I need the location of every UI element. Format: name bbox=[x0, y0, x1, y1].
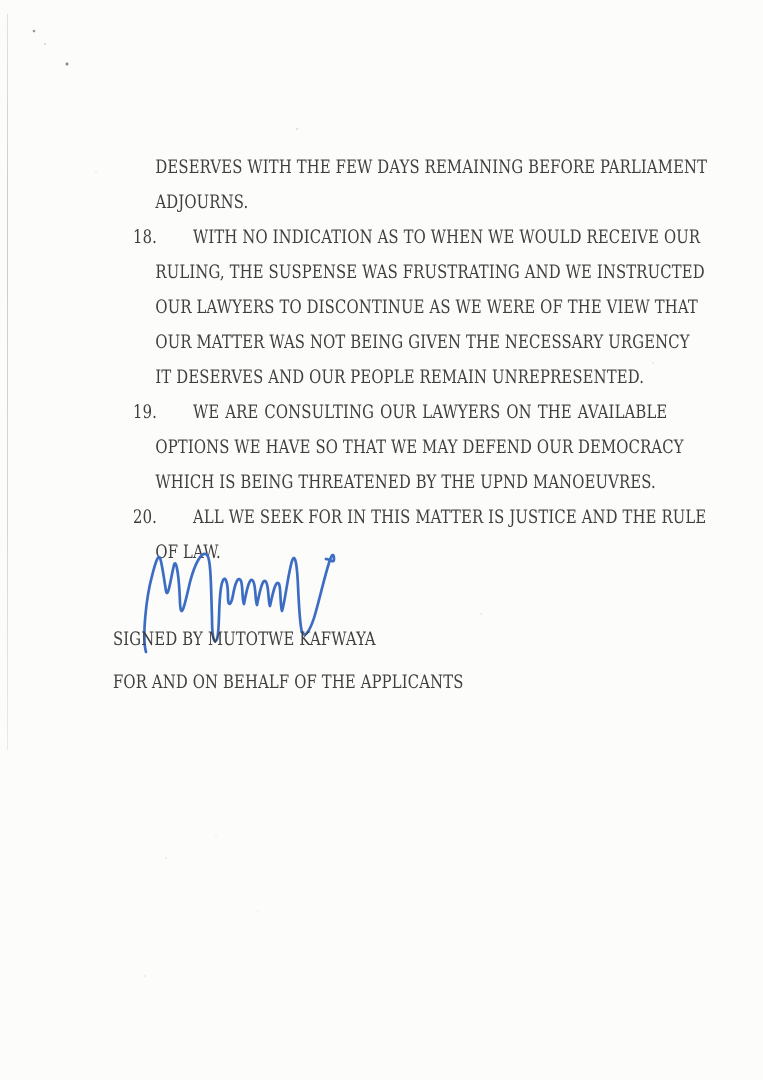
paragraph-number: 19. bbox=[133, 402, 158, 423]
paragraph-lines bbox=[155, 150, 708, 220]
body-text-block bbox=[133, 150, 708, 570]
paragraph-number: 20. bbox=[133, 507, 158, 528]
scan-edge-line bbox=[7, 14, 8, 750]
on-behalf-line: FOR AND ON BEHALF OF THE APPLICANTS bbox=[113, 672, 464, 693]
text-line: ALL WE SEEK FOR IN THIS MATTER IS JUSTICE AND THE RULE bbox=[193, 507, 707, 528]
text-line: RULING, THE SUSPENSE WAS FRUSTRATING AND WE INSTRUCTED bbox=[155, 262, 705, 283]
text-line: WE ARE CONSULTING OUR LAWYERS ON THE AVAILABLE bbox=[193, 402, 668, 423]
text-line: OUR LAWYERS TO DISCONTINUE AS WE WERE OF THE VIEW THAT bbox=[155, 297, 698, 318]
text-line: OF LAW. bbox=[155, 542, 221, 563]
paragraph-number: 18. bbox=[133, 227, 158, 248]
text-line: ADJOURNS. bbox=[155, 192, 249, 213]
paragraph bbox=[133, 395, 685, 500]
paragraph-lines bbox=[155, 395, 684, 500]
signed-by-line: SIGNED BY MUTOTWE KAFWAYA bbox=[113, 629, 376, 650]
scan-artifacts bbox=[0, 0, 2, 2]
text-line: IT DESERVES AND OUR PEOPLE REMAIN UNREPRESENTED. bbox=[155, 367, 645, 388]
text-line: OPTIONS WE HAVE SO THAT WE MAY DEFEND OUR DEMOCRACY bbox=[155, 437, 684, 458]
text-line: OUR MATTER WAS NOT BEING GIVEN THE NECESSARY URGENCY bbox=[155, 332, 690, 353]
text-line: DESERVES WITH THE FEW DAYS REMAINING BEFORE PARLIAMENT bbox=[155, 157, 708, 178]
paragraph-lines bbox=[155, 220, 705, 395]
paragraph bbox=[133, 220, 705, 395]
paragraph bbox=[133, 150, 708, 220]
text-line: WITH NO INDICATION AS TO WHEN WE WOULD RECEIVE OUR bbox=[193, 227, 701, 248]
text-line: WHICH IS BEING THREATENED BY THE UPND MANOEUVRES. bbox=[155, 472, 656, 493]
